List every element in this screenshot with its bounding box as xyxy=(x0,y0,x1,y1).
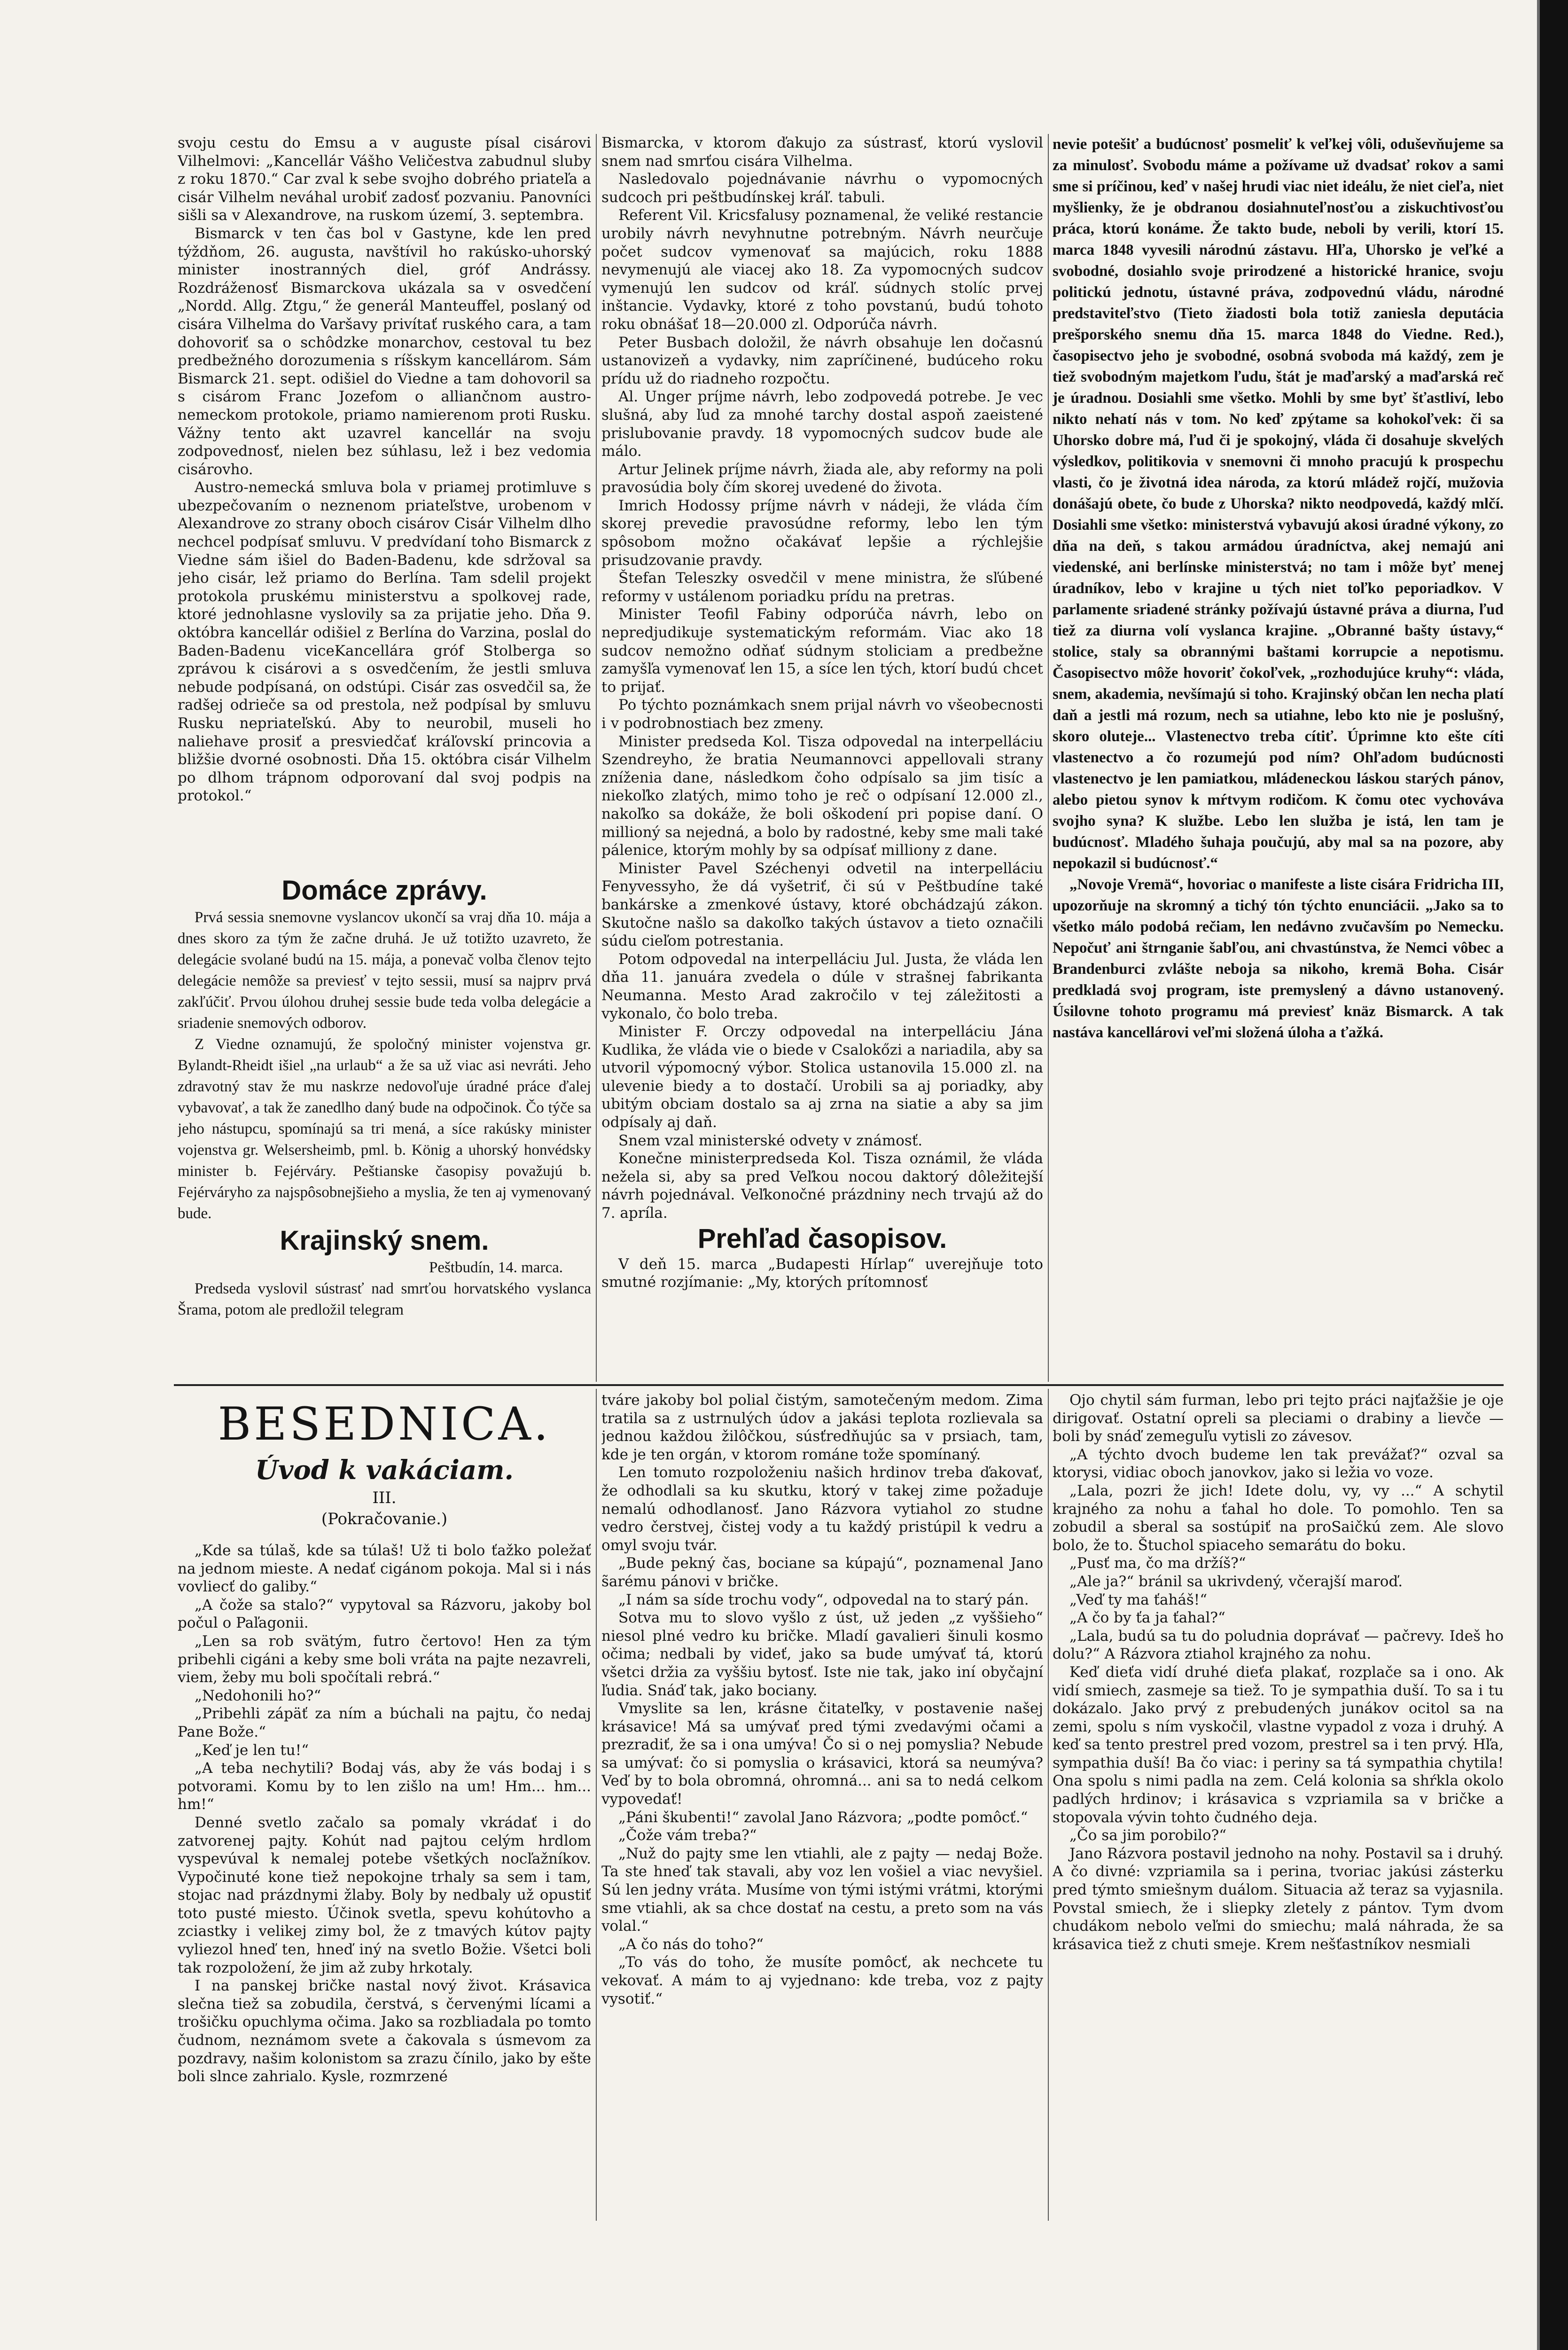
bottom-column-2 xyxy=(601,1391,1043,2218)
top-column-2 xyxy=(601,134,1043,1379)
story-paragraph: „A týchto dvoch budeme len tak prevážať?“ ozval sa ktorysi, vidiac oboch janovkov, jako si ležia vo voze. xyxy=(1053,1446,1504,1481)
scan-edge-line xyxy=(1537,0,1540,2350)
column-rule-2 xyxy=(1048,134,1049,1382)
feuilleton-separator xyxy=(174,1384,1504,1386)
section-heading-domestic: Domáce zprávy. xyxy=(281,875,487,906)
story-paragraph: „Ale ja?“ bránil sa ukrivdený, včerajší maroď. xyxy=(1069,1573,1403,1590)
story-paragraph: „Pribehli zápäť za ním a búchali na pajtu, čo nedaj Pane Bože.“ xyxy=(178,1705,591,1740)
story-paragraph: „To vás do toho, že musíte pomôcť, ak nechcete tu vekovať. A mám to aj vyjednano: kde treba, voz z pajty vysotiť.“ xyxy=(601,1954,1043,2007)
story-paragraph: „Čože vám treba?“ xyxy=(618,1827,757,1844)
article-paragraph: Štefan Teleszky osvedčil v mene ministra, že sľúbené reformy v ustálenom poriadku prídu na pretras. xyxy=(601,570,1043,605)
article-paragraph: Predseda vyslovil sústrasť nad smrťou horvatského vyslanca Šrama, potom ale predložil telegram xyxy=(178,1280,591,1318)
article-paragraph: Minister predseda Kol. Tisza odpovedal na interpelláciu Szendreyho, že bratia Neumannovci appellovali strany zníženia dane, následkom čoho odpísalo sa jim tisíc a niekoľko zlatých, mimo toho je reč o odpísaní 12.000 zl., nakoľko sa dokáže, že boli oškodení pri popise daní. O millioný sa nejedná, a bolo by radostné, keby sme mali také pálenice, ktorým mohly by sa odpísať milliony z dane. xyxy=(601,733,1043,859)
article-paragraph: V deň 15. marca „Budapesti Hírlap“ uverejňuje toto smutné rozjímanie: „My, ktorých prítomnosť xyxy=(601,1255,1043,1291)
story-title: Úvod k vakáciam. xyxy=(255,1455,514,1486)
story-paragraph: „A čo nás do toho?“ xyxy=(618,1935,764,1953)
story-paragraph: „Kde sa túlaš, kde sa túlaš! Už ti bolo ťažko poležať na jednom mieste. A nedať cigánom pokoja. Mal si i nás vovliecť do galiby.“ xyxy=(178,1542,591,1596)
article-paragraph: Minister Pavel Széchenyi odvetil na interpelláciu Fenyvessyho, že dá vyšetriť, či sú v Peštbudíne také bankárske a zmenkové ústavy, ktoré obchádzajú zákon. Skutočne našlo sa dakoľko takých ústavov a tieto označili súdu cieľom potrestania. xyxy=(601,860,1043,950)
story-paragraph: „Čo sa jim porobilo?“ xyxy=(1069,1827,1227,1844)
story-paragraph: Denné svetlo začalo sa pomaly vkrádať i do zatvorenej pajty. Kohút nad pajtou celým hrdlom vyspevúval k nemalej potebe všetkých nocľažníkov. Vypočinuté kone tiež nepokojne trhaly sa sem i tam, stojac nad prázdnymi žlaby. Boly by nedbaly už opustiť toto pusté miesto. Účinok svetla, spevu kohútovho a zciastky i velikej zimy bol, že z tmavých kútov pajty vyliezol hneď ten, hneď iný na svetlo Božie. Všetci boli tak rozpoložení, že jim až zuby hrkotaly. xyxy=(178,1814,591,1976)
feuilleton-title: BESEDNICA. xyxy=(218,1398,551,1450)
section-heading-press-review: Prehľad časopisov. xyxy=(697,1223,947,1254)
story-paragraph: „Lala, pozri že jich! Idete dolu, vy, vy ...“ A schytil krajného za nohu a ťahal ho dole. To pomohlo. Ten sa zobudil a sberal sa sostúpiť na proSaičkú zem. Ale slovo bolo, že to. Štuchol spiaceho semarátu do boku. xyxy=(1053,1482,1504,1554)
bottom-column-1 xyxy=(178,1542,591,2218)
story-paragraph: „I nám sa síde trochu vody“, odpovedal na to starý pán. xyxy=(618,1591,1029,1608)
column-rule-1 xyxy=(596,134,597,1382)
story-paragraph: I na panskej bričke nastal nový život. Krásavica slečna tiež sa zobudila, čerstvá, s červenými lícami a trošičku opuchlyma očima. Jako sa rozbliadala po tomto čudnom, neznámom svete a čakovala s úsmevom za pozdravy, našim kolonistom sa zrazu čínilo, jako by ešte boli slnce zahrialo. Kysle, rozmrzené xyxy=(178,1977,591,2085)
article-paragraph: Minister F. Orczy odpovedal na interpelláciu Jána Kudlika, že vláda vie o biede v Csalokőzi a nariadila, aby sa utvoril výpomocný výbor. Stolica ustanovila 15.000 zl. na ulevenie biedy a to dostačí. Urobili sa aj poriadky, aby ubitým obciam dostalo sa aj zrna na siatie a aby sa jim odpísaly aj daň. xyxy=(601,1023,1043,1131)
story-paragraph: „Lala, budú sa tu do poludnia doprávať — pačrevy. Ideš ho dolu?“ A Rázvora ztiahol krajného za nohu. xyxy=(1053,1627,1504,1663)
story-paragraph: „Veď ty ma ťaháš!“ xyxy=(1069,1591,1208,1608)
column-rule-4 xyxy=(1048,1389,1049,2221)
story-paragraph: Keď dieťa vidí druhé dieťa plakať, rozplače sa i ono. Ak vidí smiech, zasmeje sa tiež. To je sympathia duší. To sa i tu dokázalo. Jako prvý z prebudených junákov ocitol sa na zemi, spolu s ním vyskočil, vlastne vypadol z voza i druhý. A keď sa tento prestrel pred vozom, prestrel sa i ten prvý. Hľa, sympathia duší! Ba čo viac: i periny sa tá sympathia chytila! Ona spolu s nimi padla na zem. Celá kolonia sa shŕkla okolo padlých hrdinov; i krásavica s vzpriamila sa v bričke a stopovala vývin tohto čudného deja. xyxy=(1053,1663,1504,1826)
story-paragraph: „Len sa rob svätým, futro čertovo! Hen za tým pribehli cigáni a keby sme boli vráta na pajte nezavreli, viem, žeby mu boli spočítali rebrá.“ xyxy=(178,1632,591,1686)
story-paragraph: Ojo chytil sám furman, lebo pri tejto práci najťažšie je oje dirigovať. Ostatní opreli sa pleciami o drabiny a lievče — boli by snáď zemeguľu vytisli zo závesov. xyxy=(1053,1392,1504,1445)
story-part-number: III. xyxy=(372,1488,397,1507)
article-paragraph: svoju cestu do Emsu a v auguste písal cisárovi Vilhelmovi: „Kancellár Vášho Veličestva zabudnul sluby z roku 1870.“ Car zval k sebe svojho dobrého priateľa a cisár Vilhelm neváhal urobiť zadosť pozvaniu. Panovníci sišli sa v Alexandrove, na ruskom území, 3. septembra. xyxy=(178,134,591,224)
story-continuation-note: (Pokračovanie.) xyxy=(321,1510,448,1528)
article-paragraph: Peter Busbach doložil, že návrh obsahuje len dočasnú ustanovizeň a vydavky, nim zapríčinené, budúceho roku prídu už do riadneho rozpočtu. xyxy=(601,334,1043,387)
article-paragraph: Artur Jelinek príjme návrh, žiada ale, aby reformy na poli pravosúdia boly čím skorej uvedené do života. xyxy=(601,461,1043,496)
section-heading-diet: Krajinský snem. xyxy=(280,1225,489,1256)
article-paragraph: Al. Unger príjme návrh, lebo zodpovedá potrebe. Je vec slušná, aby ľud za mnohé tarchy dostal aspoň zaeistené prislubovanie pravdy. 18 vypomocných sudcov bude ale málo. xyxy=(601,388,1043,460)
article-paragraph: Minister Teofil Fabiny odporúča návrh, lebo on nepredjudikuje systematickým reformám. Viac ako 18 sudcov nemožno odňať súdnym stoliciam a predbežne zamyšľa vymenovať len 15, a síce len tých, ktorí budú chcet to prijať. xyxy=(601,606,1043,696)
story-paragraph: „Bude pekný čas, bociane sa kúpajú“, poznamenal Jano s̃arému pánovi v bričke. xyxy=(601,1555,1043,1590)
article-paragraph: „Novoje Vremä“, hovoriac o manifeste a liste cisára Fridricha III, upozorňuje na skromný a tichý tón týchto enunciácii. „Jako sa to všetko málo podobá rečiam, len nedávno zvučavším po Nemecku. Nepočuť ani štrnganie šabľou, ani chvastúnstva, že Nemci vôbec a Brandenburci zvlášte neboja sa nikoho, kremä Boha. Cisár predkladá svoj program, iste premyslený a dávno ustanovený. Úsilovne tohoto programu má previesť knäz Bismarck. A tak nastáva kancellárovi veľmi složená úloha a ťažká. xyxy=(1053,876,1504,1041)
article-paragraph: Po týchto poznámkach snem prijal návrh vo všeobecnosti i v podrobnostiach bez zmeny. xyxy=(601,697,1043,732)
article-paragraph: Konečne ministerpredseda Kol. Tisza oznámil, že vláda nežela si, aby sa pred Veľkou nocou daktorý dôležitejší návrh pojednával. Veľkonočné prázdniny nech trvajú až do 7. apríla. xyxy=(601,1150,1043,1222)
story-paragraph: „Pusť ma, čo ma držíš?“ xyxy=(1069,1555,1246,1572)
story-paragraph: tváre jakoby bol polial čistým, samotečeným medom. Zima tratila sa z ustrnulých údov a jakási teplota rozlievala sa jednou každou žilôčkou, súsťredňujúc sa v prsiach, tam, kde je ten orgán, v ktorom románe tože spomínaný. xyxy=(601,1392,1043,1463)
column-rule-3 xyxy=(596,1389,597,2221)
top-column-3 xyxy=(1053,134,1504,1375)
story-paragraph: Jano Rázvora postavil jednoho na nohy. Postavil sa i druhý. A čo divné: vzpriamila sa i perina, tvoriac jakúsi zásterku pred týmto smiešnym duálom. Situacia až teraz sa vyjasnila. Povstal smiech, že i sliepky zletely z pántov. Tym dvom chudákom nebolo veľmi do smiechu; malá náhrada, že sa krásavica tiež z chuti smeje. Krem nešťastníkov nesmiali xyxy=(1053,1845,1504,1953)
article-paragraph: Austro-nemecká smluva bola v priamej protimluve s ubezpečovaním o neznenom priateľstve, urobenom v Alexandrove zo strany oboch cisárov Cisár Vilhelm dlho nechcel podpísať smluvu. V predvídaní toho Bismarck z Viedne sám išiel do Baden-Badenu, kde sdržoval sa jeho cisár, lež priamo do Berlína. Tam sdelil projekt protokola pruskému ministerstvu a spolkovej rade, ktoré jednohlasne vyslovily sa za prijatie jeho. Dňa 9. októbra kancellár odišiel z Berlína do Varzina, poslal do Baden-Badenu viceKancellára gróf Stolberga so zprávou k cisárovi a s osvedčením, že jestli smluva nebude podpísaná, on odstúpi. Cisár zas osvedčil sa, že radšej odrieče sa od prestola, než podpísal by smluvu Rusku nepriateľskú. Aby to neurobil, museli ho naliehave prosiť a presviedčať kráľovskí princovia a bližšie dvorné osobnosti. Dňa 15. októbra cisár Vilhelm po dlhom trápnom odporovaní dal svoj podpis na protokol.“ xyxy=(178,479,591,805)
article-paragraph: Bismarck v ten čas bol v Gastyne, kde len pred týždňom, 26. augusta, navštívil ho rakúsko-uhorský minister inostranných diel, gróf Andrássy. Rozdráženosť Bismarckova ukázala sa v osvedčení „Nordd. Allg. Ztgu,“ že generál Manteuffel, poslaný od cisára Vilhelma do Varšavy privítať ruského cara, a tam dohovoriť sa o schôdzke monarchov, cestoval tu bez predbežného dorozumenia s ríšskym kancellárom. Sám Bismarck 21. sept. odišiel do Viedne a tam dohovoril sa s cisárom Franc Jozefom o alliančnom austro-nemeckom protokole, priamo namierenom proti Rusku. Vážny tento akt uzavrel kancellár na svoju zodpovednosť, nielen bez súhlasu, lež i bez vedomia cisárovho. xyxy=(178,225,591,478)
article-paragraph: Bismarcka, v ktorom ďakujo za sústrasť, ktorú vyslovil snem nad smrťou cisára Vilhelma. xyxy=(601,134,1043,170)
story-paragraph: „Nuž do pajty sme len vtiahli, ale z pajty — nedaj Bože. Ta ste hneď tak stavali, aby voz len vošiel a viac nevyšiel. Sú len jedny vráta. Musíme von tými istými vrátmi, ktorými sme vtiahli, ak sa chce dostať na cestu, a preto som na vás volal.“ xyxy=(601,1845,1043,1935)
scan-edge-bar xyxy=(1540,0,1568,2350)
story-paragraph: Vmyslite sa len, krásne čitateľky, v postavenie našej krásavice! Má sa umývať pred tými zvedavými očami a prezradiť, že sa i ona umýva! Čo si o nej pomyslia? Nebude sa umývať: čo si pomyslia o krásavici, ktorá sa neumýva? Veď by to bola obromná, ohromná... ani sa to nedá celkom vypovedať! xyxy=(601,1700,1043,1808)
article-paragraph: Prvá sessia snemovne vyslancov ukončí sa vraj dňa 10. mája a dnes skoro za tým že začne druhá. Je už totižto uzavreto, že delegácie svolané budú na 15. mája, a ponevač volba členov tejto delegácie nemôže sa previesť v tejto sessii, musí sa najprv prvá zakľúčiť. Prvou úlohou druhej sessie bude teda volba delegácie a sriadenie snemových odborov. xyxy=(178,909,591,1032)
story-paragraph: Sotva mu to slovo vyšlo z úst, už jeden „z vyššieho“ niesol plné vedro ku bričke. Mladí gavalieri šinuli kosmo očima; nedbali by videť, jako sa bude umývať tá, ktorú všetci držia za vyššiu bytosť. Iste nie tak, jako iní obyčajní ľudia. Snáď tak, jako bociany. xyxy=(601,1609,1043,1699)
article-paragraph: nevie potešiť a budúcnosť posmeliť k veľkej vôli, oduševňujeme sa za minulosť. Svobodu máme a požívame už dvadsať rokov a sami sme si príčinou, keď v našej hrudi viac niet ideálu, že niet cieľa, niet myšlienky, že je obdranou dosiahnuteľnosťou a ziskuchtivosťou práca, ktorú konáme. Že takto bude, neboli by verili, ktorí 15. marca 1848 vyvesili národnú zástavu. Hľa, Uhorsko je veľké a svobodné, dosiahlo svoje prirodzené a historické hranice, svoju politickú jednotu, ústavné práva, zodpovednú vládu, národné predstaviteľstvo (Tieto žiadosti bola totiž zaniesla deputácia prešporského snemu dňa 15. marca 1848 do Viedne. Red.), časopisectvo jeho je svobodné, osobná svoboda má každý, zem je tiež svobodným majetkom ľudu, štát je maďarský a maďarská reč je úradnou. Dosiahli sme všetko. Mohli by sme byť šťastliví, lebo nikto nehatí nás v tom. No keď zpýtame sa kohokoľvek: či sa Uhorsko dobre má, ľud či je spokojný, vláda či dosahuje skvelých výsledkov, politikovia v snemovni či mnoho pracujú k prospechu vlasti, čo je životná idea národa, za ktorú mládež rojčí, mužovia donášajú obete, čo bude z Uhorska? nikto neodpovedá, každý mlčí. Dosiahli sme všetko: ministerstvá vybavujú akosi úradné výkony, zo dňa na deň, s takou armádou úradníctva, akej nemajú ani viedenské, ani berlínske ministerstvá; no tam i môže byť menej úradníkov, lebo v krajine u tých niet toľko peporiadkov. V parlamente sriadené stránky požívajú ústavné práva a diurna, ľud tiež za diurna volí vyslanca krajine. „Obranné bašty ústavy,“ stolice, staly sa obrannými baštami korrupcie a nepotismu. Časopisectvo môže hovoriť čokoľvek, „rozhodujúce kruhy“: vláda, snem, akademia, nevšímajú si toho. Krajinský občan len necha platí daň a jestli má rozum, nech sa utiahne, lebo kto nie je poslušný, skoro oluteje... Vlastenectvo treba cítiť. Úprimne kto ešte cíti vlastenectvo a čo rozumejú pod ním? Ohľadom budúcnosti vlastenectvo je len pamiatkou, mládeneckou láskou starých pánov, alebo pietou synov k mŕtvym rodičom. K čomu otec vychováva svojho syna? K službe. Lebo len služba je istá, len tam je budúcnosť. Mladého šuhaja poučujú, aby mal sa na pozore, aby nepokazil si budúcnosť.“ xyxy=(1053,136,1504,872)
story-paragraph: „A čože sa stalo?“ vypytoval sa Rázvoru, jakoby bol počul o Paľagonii. xyxy=(178,1596,591,1632)
article-paragraph: Nasledovalo pojednávanie návrhu o vypomocných sudcoch pri peštbudínskej kráľ. tabuli. xyxy=(601,171,1043,206)
article-paragraph: Referent Vil. Kricsfalusy poznamenal, že veliké restancie urobily návrh nevyhnutne potrebným. Návrh neurčuje počet sudcov vymenovať sa majúcich, roku 1888 nevymenujú ale viacej ako 18. Za vypomocných sudcov vymenujú len sudcov od kráľ. súdnych stolíc prvej inštancie. Vydavky, ktoré z toho povstanú, budú tohoto roku obnášať 18—20.000 zl. Odporúča návrh. xyxy=(601,207,1043,333)
bottom-column-3 xyxy=(1053,1391,1504,2218)
story-paragraph: „A teba nechytili? Bodaj vás, aby že vás bodaj i s potvorami. Komu by to len zišlo na um! Hm... hm... hm!“ xyxy=(178,1760,591,1813)
article-paragraph: Snem vzal ministerské odvety v známosť. xyxy=(618,1132,923,1149)
domestic-news-section xyxy=(178,874,591,1372)
article-paragraph: Potom odpovedal na interpelláciu Jul. Justa, že vláda len dňa 11. januára zvedela o dúle v strašnej fabrikanta Neumanna. Mesto Arad zakročilo v tej záležitosti a vykonalo, čo bolo treba. xyxy=(601,950,1043,1022)
story-paragraph: „A čo by ťa ja ťahal?“ xyxy=(1069,1609,1225,1627)
story-paragraph: Len tomuto rozpoloženiu našich hrdinov treba ďakovať, že odhodlali sa ku skutku, ktorý v takej zime požaduje nemalú odhodlanosť. Jano Rázvora vytiahol zo studne vedro čerstvej, čistej vody a tu každý pristúpil k vedru a omyl svoju tvár. xyxy=(601,1464,1043,1554)
story-paragraph: „Keď je len tu!“ xyxy=(195,1741,309,1759)
article-paragraph: Z Viedne oznamujú, že spoločný minister vojenstva gr. Bylandt-Rheidt išiel „na urlaub“ a že sa už viac asi nevráti. Jeho zdravotný stav že mu naskrze nedovoľuje úradné práce ďalej vybavovať, a tak že zanedlho daný bude na odpočinok. Čo týče sa jeho nástupcu, spomínajú sa tri mená, a síce rakúsky minister vojenstva gr. Welsersheimb, pml. b. König a uhorský honvédsky minister b. Fejérváry. Peštianske časopisy považujú b. Fejérváryho za najspôsobnejšieho a myslia, že ten aj vymenovaný bude. xyxy=(178,1036,591,1222)
story-paragraph: „Páni škubenti!“ zavolal Jano Rázvora; „podte pomôcť.“ xyxy=(618,1809,1028,1826)
story-paragraph: „Nedohonili ho?“ xyxy=(195,1687,321,1704)
article-paragraph: Imrich Hodossy príjme návrh v nádeji, že vláda čím skorej prevedie pravosúdne reformy, lebo len tým spôsobom možno očakávať lepšie a rýchlejšie prisudzovanie pravdy. xyxy=(601,497,1043,569)
dateline: Peštbudín, 14. marca. xyxy=(429,1259,563,1276)
